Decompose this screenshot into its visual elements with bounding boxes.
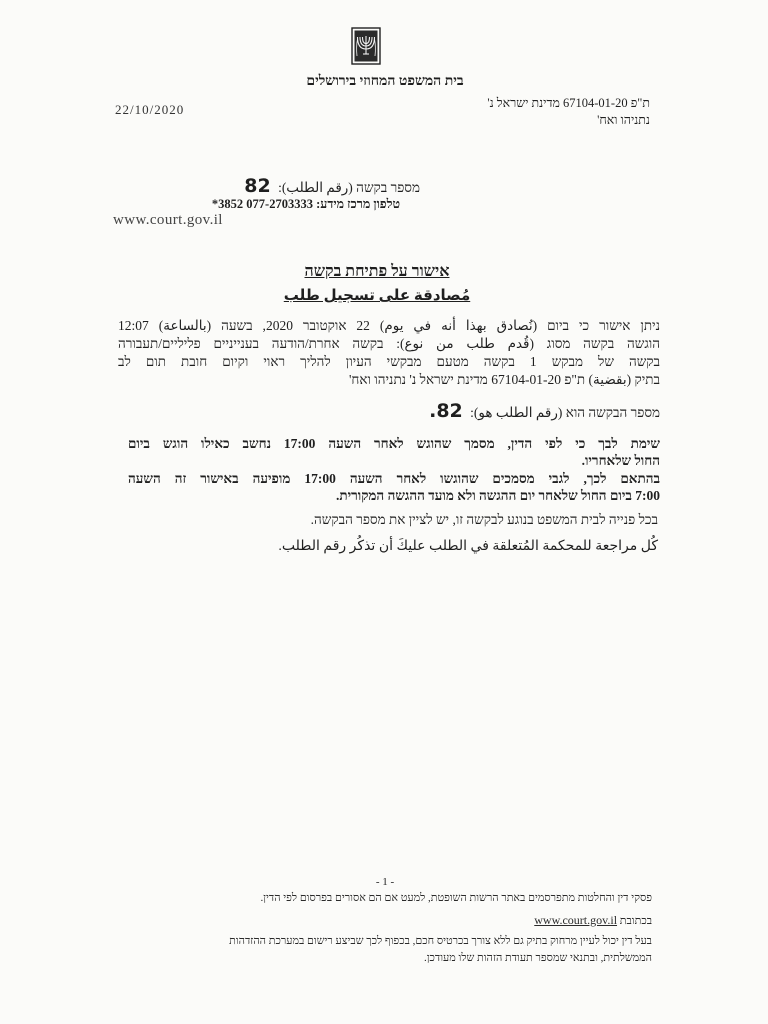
footer-remote-access-note: הממשלתית, ובתנאי שמספר תעודת הזהות שלו מעודכן.: [424, 952, 652, 964]
footer-website-link[interactable]: www.court.gov.il: [534, 913, 618, 927]
body-line: בתיק (بقضية) ת"פ 67104-01-20 מדינת ישראל נ' נתניהו ואח': [348, 372, 660, 387]
notice-line: 7:00 ביום החול שלאחר יום ההגשה ולא מועד ההגשה המקורית.: [335, 488, 660, 503]
phone-label: טלפון מרכז מידע:: [316, 197, 400, 211]
court-name: בית המשפט המחוזי בירושלים: [306, 74, 464, 89]
body-line: הוגשה בקשה מסוג (قُدم طلب من نوع): בקשה אחרת/הודעה בענייניים פליליים/תעבורה: [118, 336, 660, 351]
phone-number: *3852 077-2703333: [211, 197, 313, 211]
request-number-value: 82: [244, 175, 271, 197]
reference-instruction-hebrew: בכל פנייה לבית המשפט בנוגע לבקשה זו, יש לציין את מספר הבקשה.: [310, 512, 658, 527]
request-number-label: מספר בקשה (رقم الطلب):: [278, 180, 420, 195]
case-parties: נתניהו ואח': [597, 113, 650, 127]
notice-line: החול שלאחריו.: [581, 453, 660, 468]
request-number-header: [160, 175, 420, 197]
case-number: ת"פ 67104-01-20 מדינת ישראל נ': [487, 96, 650, 110]
state-emblem-icon: [351, 27, 381, 65]
document-title-hebrew: אישור על פתיחת בקשה: [304, 263, 450, 280]
notice-line: שימת לבך כי לפי הדין, מסמך שהוגש לאחר השעה 17:00 נחשב כאילו הוגש ביום: [128, 436, 660, 451]
request-number-statement: [260, 400, 660, 422]
document-date: 22/10/2020: [115, 102, 185, 117]
body-line: בקשה של מבקש 1 בקשה מטעם מבקשי העיון להליך ראוי וקיום חובת תום לב: [118, 354, 661, 369]
footer-address-label: בכתובת: [619, 915, 652, 927]
info-center-phone: [110, 197, 400, 212]
reference-instruction-arabic: كُل مراجعة للمحكمة المُتعلقة في الطلب عليكَ أن تذكُر رقم الطلب.: [278, 539, 658, 554]
notice-line: בהתאם לכך, לגבי מסמכים שהוגשו לאחר השעה 17:00 מופיעה באישור זה השעה: [128, 471, 660, 486]
body-line: ניתן אישור כי ביום (نُصادق بهذا أنه في يوم) 22 אוקטובר 2020, בשעה (بالساعة) 12:07: [118, 318, 660, 333]
footer-remote-access-note: בעל דין יכול לעיין מרחוק בתיק גם ללא צורך בכרטיס חכם, בכפוף לכך שביצע רישום במערכת ההזדהות: [229, 935, 652, 947]
request-number-statement-value: 82.: [429, 400, 463, 422]
request-number-statement-label: מספר הבקשה הוא (رقم الطلب هو):: [470, 405, 660, 420]
page-number: - 1 -: [375, 876, 395, 888]
document-title-arabic: مُصادقة على تسجيل طلب: [283, 288, 471, 304]
footer-publication-note: פסקי דין והחלטות מתפרסמים באתר הרשות השופטת, למעט אם הם אסורים בפרסום לפי הדין.: [260, 892, 652, 904]
footer-address: [142, 913, 652, 928]
court-website-link[interactable]: www.court.gov.il: [113, 212, 223, 228]
